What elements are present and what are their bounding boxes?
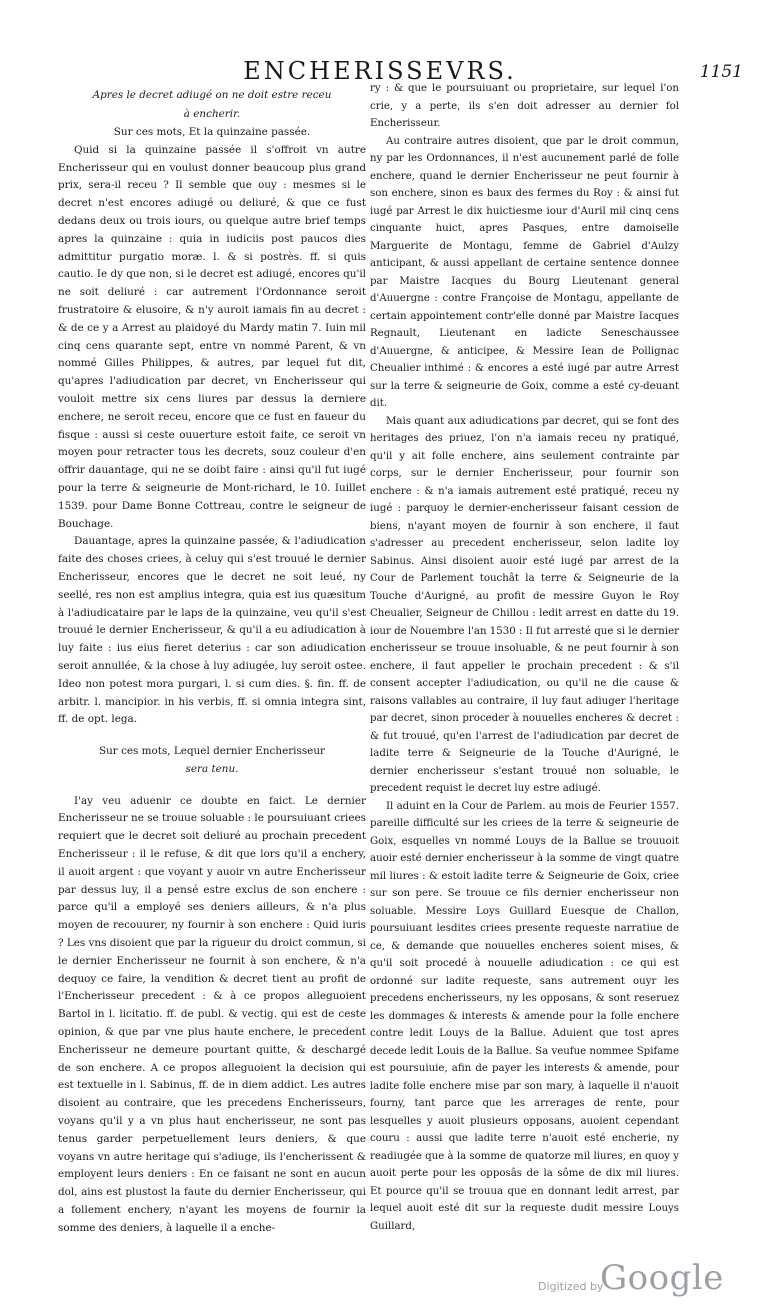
digitized-by-label: Digitized by: [538, 1280, 604, 1293]
section-title: Apres le decret adiugé on ne doit estre receu: [92, 89, 332, 101]
paragraph: Au contraire autres disoient, que par le droit commun, ny par les Ordonnances, il n'est aucunement parlé de folle enchere, quand le dernier Encherisseur ne peut fournir à son enchere, sinon es baux des fermes du Roy : & ainsi fut iugé par Arrest le dix huictiesme iour d'Auril mil cinq cens cinquante huict, apres Pasques, entre damoiselle Marguerite de Montagu, femme de Gabriel d'Aulzy anticipant, & aussi appellant de certaine sentence donnee par Maistre Iacques du Bourg Lieutenant general d'Auuergne : contre Françoise de Montagu, appellante de certain appointement contr'elle donné par Maistre Iacques Regnault, Lieutenant en ladicte Seneschaussee d'Auuergne, & anticipee, & Messire Iean de Pollignac Cheualier inthimé : & encores a esté iugé par autre Arrest sur la terre & seigneurie de Goix, comme a esté cy-deuant dit.: [370, 135, 679, 409]
paragraph: I'ay veu aduenir ce doubte en faict. Le dernier Encherisseur ne se trouue soluable : le poursuiuant criees requiert que le decret soit deliuré au prochain precedent Encherisseur : il le refuse, & dit que lors qu'il a enchery, il auoit argent : que voyant y auoir vn autre Encherisseur par dessus luy, il a pensé estre exclus de son enchere : parce qu'il a employé ses deniers ailleurs, & n'a plus moyen de recouurer, ny fournir à son enchere : Quid iuris ? Les vns disoient que par la rigueur du droict commun, si le dernier Encherisseur ne fournit à son enchere, & n'a dequoy ce faire, la vendition & decret tient au profit de l'Encherisseur precedent : & à ce propos alleguoient Bartol in l. licitatio. ff. de publ. & vectig. qui est de ceste opinion, & que par vne plus haute enchere, le precedent Encherisseur ne demeure pourtant quitte, & deschargé de son enchere. A ce propos alleguoient la decision qui est textuelle in l. Sabinus, ff. de in diem addict. Les autres disoient au contraire, que les precedens Encherisseurs, voyans qu'il y a vn plus haut encherisseur, ne sont pas tenus garder perpetuellement leurs deniers, & que voyans vn autre heritage qui s'adiuge, ils l'encherissent & employent leurs deniers : En ce faisant ne sont en aucun dol, ains est plustost la faute du dernier Encherisseur, qui a follement enchery, n'ayant les moyens de fournir la somme des deniers, à laquelle il a enche-: [58, 794, 367, 1234]
subheading: Sur ces mots, Lequel dernier Encherisseur: [99, 745, 325, 758]
paragraph: Mais quant aux adiudications par decret, qui se font des heritages des priuez, l'on n'a iamais receu ny pratiqué, qu'il y ait folle enchere, ains seulement contrainte par corps, sur le dernier Encherisseur, pour fournir son enchere : & n'a iamais autrement esté pratiqué, receu ny iugé : parquoy le dernier-encherisseur faisant cession de biens, n'ayant moyen de fournir à son enchere, il faut s'adresser au precedent encherisseur, selon ladite loy Sabinus. Ainsi disoient auoir esté iugé par arrest de la Cour de Parlement touchât la terre & Seigneurie de la Touche d'Aurigné, au profit de messire Guyon le Roy Cheualier, Seigneur de Chillou : ledit arrest en datte du 19. iour de Nouembre l'an 1530 : Il fut arresté que si le dernier encherisseur se trouue insoluable, & ne peut fournir à son enchere, il faut appeller le prochain precedent : & s'il consent accepter l'adiudication, ou qu'il ne die cause & raisons vallables au contraire, il luy faut adiuger l'heritage par decret, sinon proceder à nouuelles encheres & decret : & fut trouué, qu'en l'arrest de l'adiudication par decret de ladite terre & Seigneurie de la Touche d'Aurigné, le dernier encherisseur s'estant trouué non soluable, le precedent requist le decret luy estre adiugé.: [370, 415, 679, 794]
page-number: 1151: [699, 62, 743, 82]
subheading: Sur ces mots, Et la quinzaine passée.: [113, 126, 311, 138]
right-column: [370, 80, 679, 1235]
paragraph-continued: ry : & que le poursuiuant ou proprietaire, sur lequel l'on crie, y a perte, ils s'en doit adresser au dernier fol Encherisseur.: [370, 83, 679, 129]
spacer: [58, 779, 366, 793]
running-title: ENCHERISSEVRS.: [243, 57, 517, 85]
google-logo: Google: [600, 1258, 724, 1298]
section-title-continued: à encherir.: [183, 108, 241, 120]
paragraph: Dauantage, apres la quinzaine passée, & l'adiudication faite des choses criees, à celuy qui s'est trouué le dernier Encherisseur, encores que le decret ne soit leué, ny seellé, res non est amplius integra, quia est ius quæsitum à l'adiudicataire par le laps de la quinzaine, veu qu'il s'est trouué le dernier Encherisseur, & qu'il a eu adiudication à luy faite : ius eius fieret deterius : car son adiudication seroit annullée, & la chose à luy adiugée, luy seroit ostee. Ideo non potest mora purgari, l. si cum dies. §. fin. ff. de arbitr. l. mancipior. in his verbis, ff. si omnia integra sint, ff. de opt. lega.: [58, 535, 366, 726]
subheading-continued: sera tenu.: [185, 762, 239, 775]
paragraph: Il aduint en la Cour de Parlem. au mois de Feurier 1557. pareille difficulté sur les criees de la terre & seigneurie de Goix, esquelles vn nommé Louys de la Ballue se trouuoit auoir esté dernier encherisseur à la somme de vingt quatre mil liures : & estoit ladite terre & Seigneurie de Goix, criee sur son pere. Se trouue ce fils dernier encherisseur non soluable. Messire Loys Guillard Euesque de Challon, poursuiuant lesdites criees presente requeste narratiue de ce, & demande que nouuelles encheres soient mises, & qu'il soit procedé à nouuelle adiudication : ce qui est ordonné sur ladite requeste, sans autrement ouyr les precedens encherisseurs, ny les opposans, & sont reseruez les dommages & interests & amende pour la folle enchere contre ledit Louys de la Ballue. Aduient que tost apres decede ledit Louis de la Ballue. Sa veufue nommee Spifame est poursuiuie, afin de payer les interests & amende, pour ladite folle enchere mise par son mary, à laquelle il n'auoit fourny, tant parce que les arrerages de rente, pour lesquelles y auoit plusieurs opposans, auoient cependant couru : aussi que ladite terre n'auoit esté encherie, ny readiugée que à la somme de quatorze mil liures, en quoy y auoit perte pour les opposâs de la sôme de dix mil liures. Et pource qu'il se trouua que en donnant ledit arrest, par lequel auoit esté dit sur la requeste dudit messire Louys Guillard,: [370, 800, 679, 1232]
digitized-by-google-watermark: [538, 1258, 768, 1308]
paragraph: Quid si la quinzaine passée il s'offroit vn autre Encherisseur qui en voulust donner beaucoup plus grand prix, sera-il receu ? Il semble que ouy : mesmes si le decret n'est encores adiugé ou deliuré, & que ce fust dedans deux ou trois iours, ou quelque autre brief temps apres la quinzaine : quia in iudiciis post paucos dies admittitur purgatio moræ. l. & si postrès. ff. si quis cautio. Ie dy que non, si le decret est adiugé, encores qu'il ne soit deliuré : car autrement l'Ordonnance seroit frustratoire & elusoire, & n'y auroit iamais fin au decret : & de ce y a Arrest au plaidoyé du Mardy matin 7. Iuin mil cinq cens quarante sept, entre vn nommé Parent, & vn nommé Gilles Philippes, & autres, par lequel fut dit, qu'apres l'adiudication par decret, vn Encherisseur qui vouloit mettre six cens liures par dessus la derniere enchere, ne seroit receu, encore que ce fust en faueur du fisque : aussi si ceste ouuerture estoit faite, ce seroit vn moyen pour retracter tous les decrets, souz couleur d'en offrir dauantage, qui ne se doibt faire : ainsi qu'il fut iugé pour la terre & seigneurie de Mont-richard, le 10. Iuillet 1539. pour Dame Bonne Cottreau, contre le seigneur de Bouchage.: [58, 143, 366, 530]
left-column: [58, 86, 366, 1238]
spacer: [58, 729, 366, 743]
